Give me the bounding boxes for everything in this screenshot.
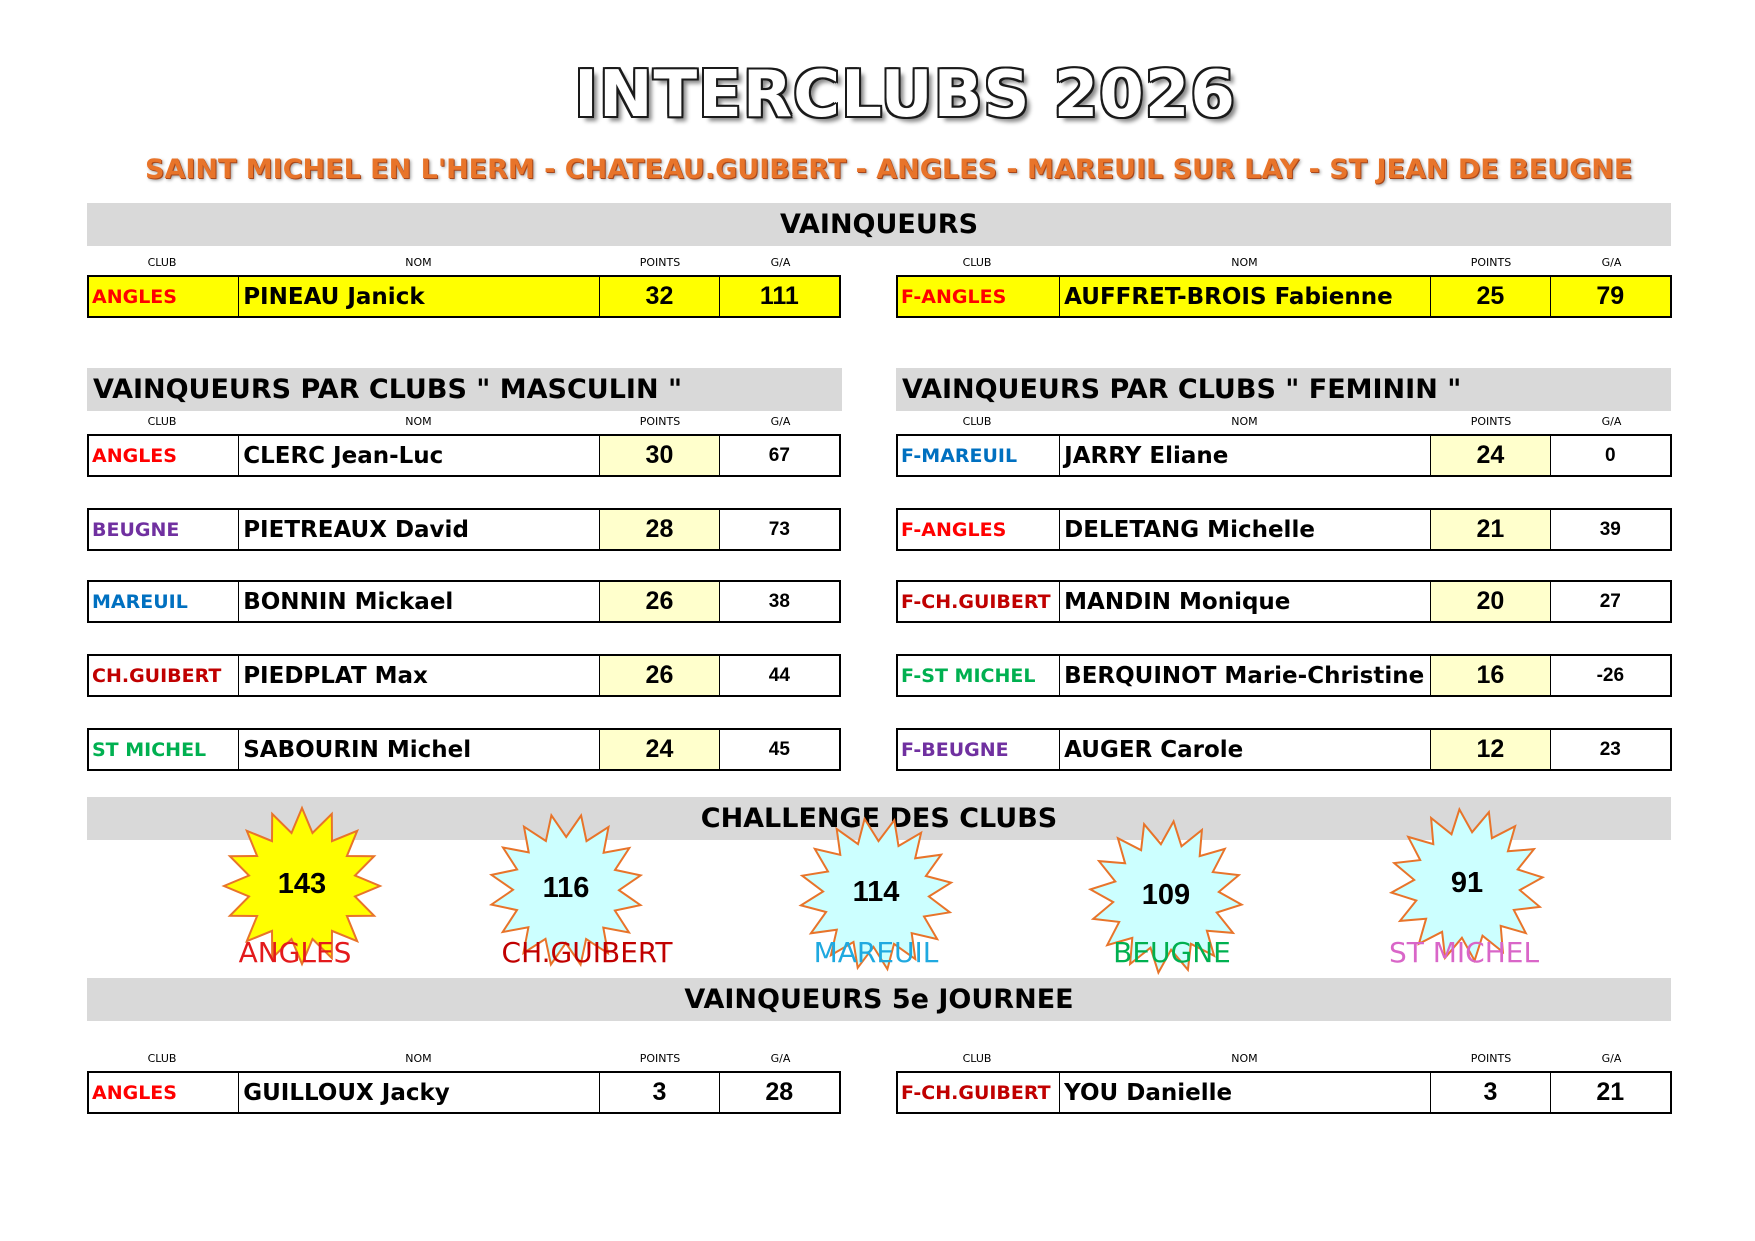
vainqueurs-women-header-points: POINTS (1470, 256, 1512, 269)
name-cell: MANDIN Monique (1059, 582, 1430, 621)
name-cell: PIETREAUX David (238, 510, 599, 549)
name-cell: GUILLOUX Jacky (238, 1073, 599, 1112)
name-cell: BONNIN Mickael (238, 582, 599, 621)
club-cell: F-BEUGNE (901, 738, 1009, 761)
vainqueurs-men-header-points: POINTS (639, 256, 681, 269)
feminin-header-club: CLUB (962, 415, 992, 428)
journee-men-header-nom: NOM (405, 1052, 432, 1065)
name-cell: YOU Danielle (1059, 1073, 1430, 1112)
masculin-header-ga: G/A (770, 415, 791, 428)
challenge-club-name: BEUGNE (1113, 936, 1231, 969)
feminin-row (896, 508, 1672, 551)
feminin-band: VAINQUEURS PAR CLUBS " FEMININ " (896, 368, 1671, 411)
masculin-row (87, 728, 841, 771)
masculin-band: VAINQUEURS PAR CLUBS " MASCULIN " (87, 368, 842, 411)
points-cell: 3 (599, 1073, 718, 1112)
points-cell: 32 (599, 277, 718, 316)
journee-women-header-club: CLUB (962, 1052, 992, 1065)
challenge-score: 143 (277, 868, 327, 900)
journee-men-header-ga: G/A (770, 1052, 791, 1065)
ga-cell: 0 (1550, 436, 1670, 475)
name-cell: DELETANG Michelle (1059, 510, 1430, 549)
club-cell: F-ST MICHEL (901, 664, 1036, 687)
vainqueur-men-row (87, 275, 841, 318)
challenge-club-name: MAREUIL (813, 936, 939, 969)
feminin-header-ga: G/A (1601, 415, 1622, 428)
challenge-club-name: ST MICHEL (1388, 936, 1540, 969)
points-cell: 24 (599, 730, 718, 769)
journee-men-header-club: CLUB (147, 1052, 177, 1065)
ga-cell: 28 (719, 1073, 839, 1112)
ga-cell: 79 (1550, 277, 1670, 316)
points-cell: 28 (599, 510, 718, 549)
club-cell: F-ANGLES (901, 518, 1007, 541)
vainqueurs-men-header-nom: NOM (405, 256, 432, 269)
club-cell: ANGLES (89, 277, 238, 316)
ga-cell: 21 (1550, 1073, 1670, 1112)
ga-cell: 73 (719, 510, 839, 549)
name-cell: BERQUINOT Marie-Christine (1059, 656, 1430, 695)
vainqueurs-band: VAINQUEURS (87, 203, 1671, 246)
vainqueurs-men-header-club: CLUB (147, 256, 177, 269)
points-cell: 3 (1430, 1073, 1549, 1112)
masculin-row (87, 508, 841, 551)
club-cell: F-CH.GUIBERT (901, 590, 1051, 613)
feminin-row (896, 580, 1672, 623)
points-cell: 24 (1430, 436, 1549, 475)
ga-cell: -26 (1550, 656, 1670, 695)
name-cell: AUGER Carole (1059, 730, 1430, 769)
challenge-band: CHALLENGE DES CLUBS (87, 797, 1671, 840)
challenge-score: 109 (1141, 879, 1191, 911)
club-cell: ANGLES (92, 1081, 177, 1104)
masculin-row (87, 434, 841, 477)
page-title: INTERCLUBS 2026 (574, 58, 1236, 132)
ga-cell: 23 (1550, 730, 1670, 769)
points-cell: 25 (1430, 277, 1549, 316)
masculin-header-nom: NOM (405, 415, 432, 428)
journee-band: VAINQUEURS 5e JOURNEE (87, 978, 1671, 1021)
points-cell: 12 (1430, 730, 1549, 769)
ga-cell: 45 (719, 730, 839, 769)
club-cell: ANGLES (92, 444, 177, 467)
masculin-header-points: POINTS (639, 415, 681, 428)
journee-men-row (87, 1071, 841, 1114)
journee-women-header-ga: G/A (1601, 1052, 1622, 1065)
feminin-header-nom: NOM (1231, 415, 1258, 428)
name-cell: PIEDPLAT Max (238, 656, 599, 695)
ga-cell: 67 (719, 436, 839, 475)
club-cell: F-MAREUIL (901, 444, 1018, 467)
challenge-score: 116 (542, 872, 590, 904)
ga-cell: 27 (1550, 582, 1670, 621)
ga-cell: 111 (719, 277, 839, 316)
vainqueur-women-row (896, 275, 1672, 318)
feminin-row (896, 434, 1672, 477)
vainqueurs-women-header-club: CLUB (962, 256, 992, 269)
journee-women-header-nom: NOM (1231, 1052, 1258, 1065)
vainqueurs-women-header-ga: G/A (1601, 256, 1622, 269)
masculin-row (87, 580, 841, 623)
club-cell: F-ANGLES (898, 277, 1059, 316)
club-cell: MAREUIL (92, 590, 188, 613)
club-cell: ST MICHEL (92, 738, 207, 761)
page-subtitle: SAINT MICHEL EN L'HERM - CHATEAU.GUIBERT - ANGLES - MAREUIL SUR LAY - ST JEAN DE BEUGNE (145, 154, 1633, 185)
club-cell: BEUGNE (92, 518, 180, 541)
masculin-row (87, 654, 841, 697)
name-cell: JARRY Eliane (1059, 436, 1430, 475)
feminin-row (896, 728, 1672, 771)
ga-cell: 39 (1550, 510, 1670, 549)
vainqueurs-women-header-nom: NOM (1231, 256, 1258, 269)
vainqueurs-men-header-ga: G/A (770, 256, 791, 269)
name-cell: PINEAU Janick (238, 277, 599, 316)
journee-men-header-points: POINTS (639, 1052, 681, 1065)
club-cell: F-CH.GUIBERT (901, 1081, 1051, 1104)
feminin-row (896, 654, 1672, 697)
challenge-score: 114 (852, 876, 900, 908)
challenge-score: 91 (1450, 867, 1484, 899)
name-cell: CLERC Jean-Luc (238, 436, 599, 475)
challenge-club-name: CH.GUIBERT (501, 936, 673, 969)
feminin-header-points: POINTS (1470, 415, 1512, 428)
ga-cell: 44 (719, 656, 839, 695)
points-cell: 20 (1430, 582, 1549, 621)
points-cell: 26 (599, 656, 718, 695)
journee-women-header-points: POINTS (1470, 1052, 1512, 1065)
points-cell: 26 (599, 582, 718, 621)
journee-women-row (896, 1071, 1672, 1114)
name-cell: SABOURIN Michel (238, 730, 599, 769)
points-cell: 30 (599, 436, 718, 475)
challenge-club-name: ANGLES (238, 936, 352, 969)
points-cell: 21 (1430, 510, 1549, 549)
club-cell: CH.GUIBERT (92, 664, 222, 687)
points-cell: 16 (1430, 656, 1549, 695)
masculin-header-club: CLUB (147, 415, 177, 428)
ga-cell: 38 (719, 582, 839, 621)
name-cell: AUFFRET-BROIS Fabienne (1059, 277, 1430, 316)
